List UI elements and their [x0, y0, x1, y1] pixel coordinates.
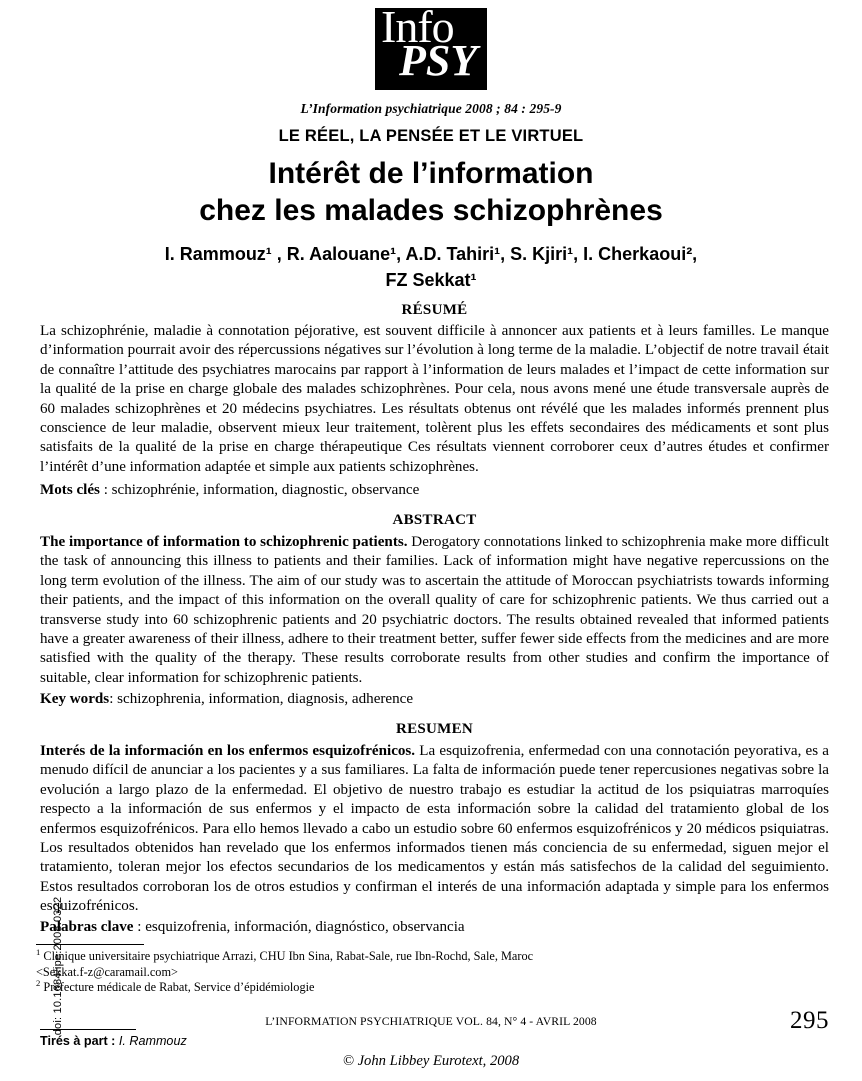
- reprints-label: Tirés à part :: [40, 1034, 119, 1048]
- resume-keywords-label: Mots clés: [40, 482, 100, 498]
- resumen-text: La esquizofrenia, enfermedad con una connotación peyorativa, es a menudo difícil de anunciar a los pacientes y a sus familiares. La falta de información puede tener repercusiones negativas sobre la evolución a largo plazo de la enfermedad. El objetivo de nuestro trabajo es estudiar la actitud de los psiquiatras marroquíes respecto a la información de sus enfermos y el impacto de esta información sobre la calidad del tratamiento global de los enfermos esquizofrénicos. Para ello hemos llevado a cabo un estudio sobre 60 enfermos esquizofrénicos y 20 médicos psiquiatras. Los resultados obtenidos han revelado que los enfermos informados tienen más conciencia de su enfermedad, siguen mejor el tratamiento, toleran mejor los efectos secundarios de los medicamentos y están más satisfechos de la calidad del seguimiento. Estos resultados corroboran los de otros estudios y confirman el interés de una información adaptada y simple para los enfermos esquizofrénicos.: [40, 743, 830, 915]
- resumen-heading: RESUMEN: [395, 721, 474, 737]
- author-line-1: I. Rammouz¹ , R. Aalouane¹, A.D. Tahiri¹, S. Kjiri¹, I. Cherkaoui²,: [164, 244, 698, 264]
- resume-body: La schizophrénie, maladie à connotation péjorative, est souvent difficile à annoncer aux patients et à leurs familles. Le manque d’information pourrait avoir des répercussions négatives sur l’évolution à long terme de la maladie. L’objectif de notre travail était de connaître l’attitude des psychiatres marocains par rapport à l’information de leurs malades et l’impact de cette information sur la qualité de la prise en charge globale des malades schizophrènes. Pour cela, nous avons mené une étude transversale auprès de 60 malades schizophrènes et 20 médecins psychiatres. Les résultats obtenus ont révélé que les malades informés prennent plus conscience de leur maladie, observent mieux leur traitement, tolèrent plus les effets secondaires des médicaments et sont plus satisfaits de la qualité de la prise en charge thérapeutique Ces résultats viennent corroborer ceux d’autres études et confirmer l’intérêt d’une information adaptée et simple aux patients schizophrènes.: [40, 323, 829, 475]
- author-line-2: FZ Sekkat¹: [385, 270, 477, 290]
- abstract-heading: ABSTRACT: [392, 512, 477, 528]
- footnote-2-marker: 2: [36, 978, 41, 989]
- resume-keywords: [40, 481, 829, 500]
- resume-keywords-value: : schizophrénie, information, diagnostic, observance: [99, 482, 420, 498]
- footnote-1-text: Clinique universitaire psychiatrique Arrazi, CHU Ibn Sina, Rabat-Sale, rue Ibn-Rochd, Sale, Maroc: [40, 949, 534, 963]
- reprints-author: I. Rammouz: [118, 1034, 187, 1048]
- abstract-keywords-label: Key words: [40, 691, 110, 707]
- footnote-2-text: Préfecture médicale de Rabat, Service d’épidémiologie: [40, 980, 315, 995]
- footnote-1: [36, 946, 636, 965]
- footnote-2: [36, 980, 636, 996]
- copyright-line: © John Libbey Eurotext, 2008: [342, 1053, 520, 1069]
- title-line-1: Intérêt de l’information: [268, 157, 594, 190]
- abstract-body: [40, 533, 829, 688]
- author-list: [50, 241, 812, 293]
- abstract-lead: The importance of information to schizophrenic patients.: [40, 534, 408, 550]
- infopsy-logo: [375, 1, 487, 90]
- resumen-keywords-value: : esquizofrenia, información, diagnóstico, observancia: [133, 919, 465, 935]
- masthead: [0, 1, 862, 117]
- resume-heading: RÉSUMÉ: [401, 302, 468, 318]
- section-kicker: LE RÉEL, LA PENSÉE ET LE VIRTUEL: [278, 127, 584, 145]
- abstract-text: Derogatory connotations linked to schizophrenia make more difficult the task of announcing this illness to patients and their families. Lack of information might have negative repercussions on the long term evolution of the illness. The aim of our study was to ascertain the attitude of Moroccan psychiatrists towards informing their patients, and the impact of this information on the overall quality of care for schizophrenic patients. We thus carried out a transverse study into 60 schizophrenic patients and 20 psychiatric doctors. The results obtained revealed that informed patients have a greater awareness of their illness, adhere to their treatment better, suffer fewer side effects from the medicines and are more satisfied with the quality of the therapy. These results corroborate results from other studies and confirm the importance of suitable, clear information for schizophrenic patients.: [40, 534, 830, 686]
- abstract-keywords-value: : schizophrenia, information, diagnosis, adherence: [109, 691, 414, 707]
- logo-psy-word: PSY: [399, 36, 478, 85]
- resumen-body: [40, 742, 829, 917]
- title-line-2: chez les malades schizophrènes: [199, 194, 663, 227]
- resumen-lead: Interés de la información en los enfermos esquizofrénicos.: [40, 743, 416, 759]
- page-title: [0, 155, 862, 229]
- footnotes: [36, 946, 636, 996]
- resumen-keywords-label: Palabras clave: [40, 919, 134, 935]
- footnote-1-marker: 1: [36, 946, 41, 957]
- running-head: L’INFORMATION PSYCHIATRIQUE VOL. 84, N° 4 - AVRIL 2008: [265, 1015, 597, 1028]
- logo-info-word: Info: [381, 1, 454, 52]
- footnote-1-email: <Sekkat.f-z@caramail.com>: [36, 964, 178, 979]
- resumen-keywords: [40, 918, 829, 937]
- abstract-keywords: [40, 690, 829, 709]
- page-number: 295: [790, 1007, 829, 1034]
- journal-citation: L’Information psychiatrique 2008 ; 84 : 295-9: [300, 101, 562, 116]
- doi-margin-text: doi: 10.1684/ipe.2008.0322: [52, 896, 64, 1036]
